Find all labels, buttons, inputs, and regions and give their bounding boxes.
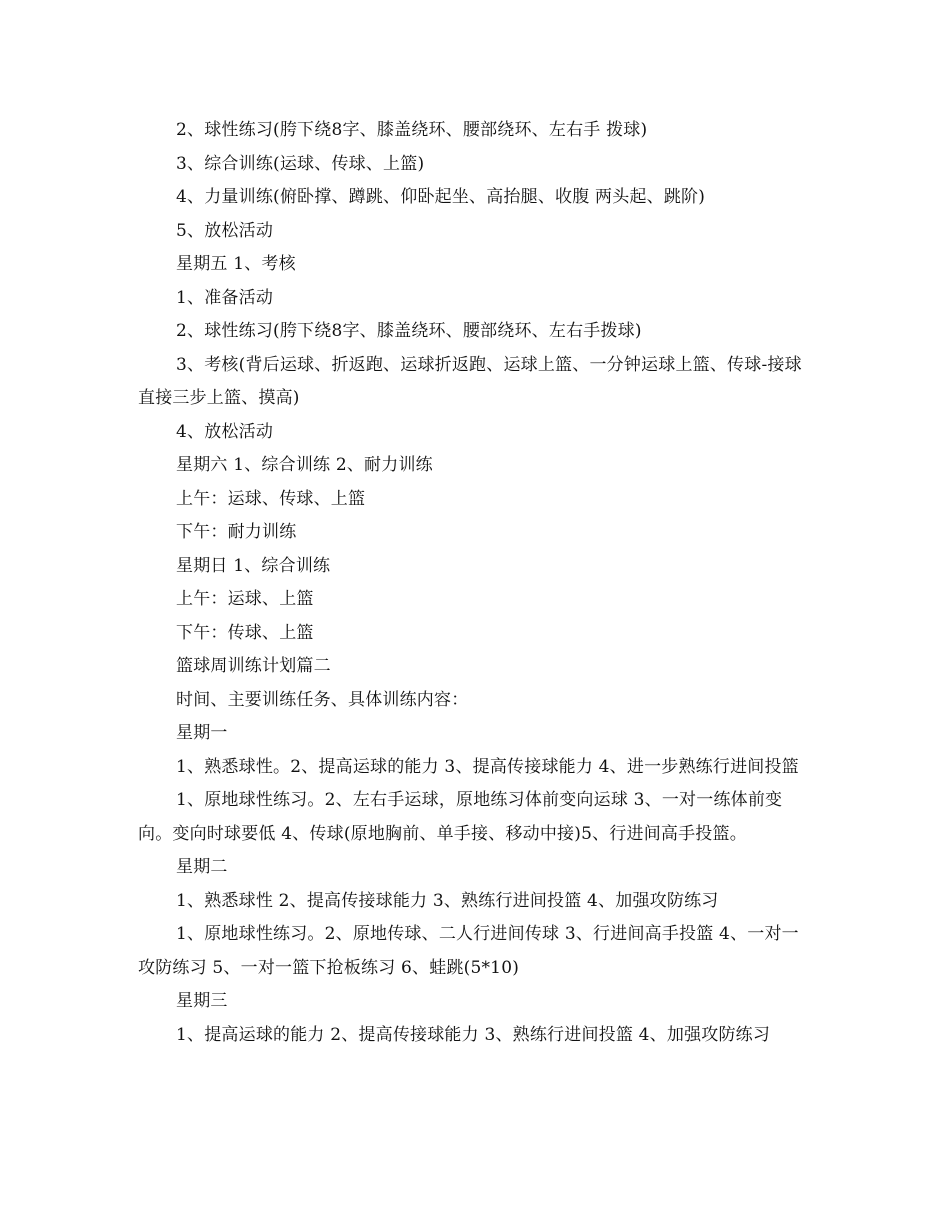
paragraph: 1、原地球性练习。2、原地传球、二人行进间传球 3、行进间高手投篮 4、一对一攻防练习 5、一对一篮下抢板练习 6、蛙跳(5*10): [138, 924, 799, 978]
paragraph: 1、提高运球的能力 2、提高传接球能力 3、熟练行进间投篮 4、加强攻防练习: [176, 1024, 771, 1045]
section-heading: 星期二: [176, 857, 228, 877]
paragraph: 上午：运球、传球、上篮: [176, 488, 366, 509]
paragraph: 1、熟悉球性。2、提高运球的能力 3、提高传接球能力 4、进一步熟练行进间投篮: [176, 756, 799, 777]
paragraph: 3、考核(背后运球、折返跑、运球折返跑、运球上篮、一分钟运球上篮、传球-接球直接三步上篮、摸高): [138, 354, 802, 408]
document-body: [138, 114, 816, 1052]
section-heading: 星期一: [176, 723, 228, 743]
paragraph: 5、放松活动: [176, 220, 274, 241]
section-heading: 星期三: [176, 991, 228, 1011]
section-heading: 星期日 1、综合训练: [176, 555, 331, 576]
paragraph: 1、熟悉球性 2、提高传接球能力 3、熟练行进间投篮 4、加强攻防练习: [176, 890, 719, 911]
paragraph: 4、力量训练(俯卧撑、蹲跳、仰卧起坐、高抬腿、收腹 两头起、跳阶): [176, 187, 706, 207]
section-heading: 星期五 1、考核: [176, 254, 296, 274]
section-heading: 星期六 1、综合训练 2、耐力训练: [176, 455, 433, 475]
paragraph: 时间、主要训练任务、具体训练内容：: [176, 689, 469, 710]
paragraph: 1、准备活动: [176, 287, 274, 308]
paragraph: 2、球性练习(胯下绕8字、膝盖绕环、腰部绕环、左右手拨球): [176, 321, 642, 341]
paragraph: 1、原地球性练习。2、左右手运球，原地练习体前变向运球 3、一对一练体前变向。变向时球要低 4、传球(原地胸前、单手接、移动中接)5、行进间高手投篮。: [138, 790, 783, 844]
paragraph: 下午：耐力训练: [176, 522, 297, 542]
paragraph: 3、综合训练(运球、传球、上篮): [176, 153, 425, 174]
paragraph: 4、放松活动: [176, 421, 274, 442]
article-title: 篮球周训练计划篇二: [176, 656, 331, 676]
paragraph: 2、球性练习(胯下绕8字、膝盖绕环、腰部绕环、左右手 拨球): [176, 120, 648, 140]
paragraph: 下午：传球、上篮: [176, 622, 314, 643]
paragraph: 上午：运球、上篮: [176, 589, 314, 609]
